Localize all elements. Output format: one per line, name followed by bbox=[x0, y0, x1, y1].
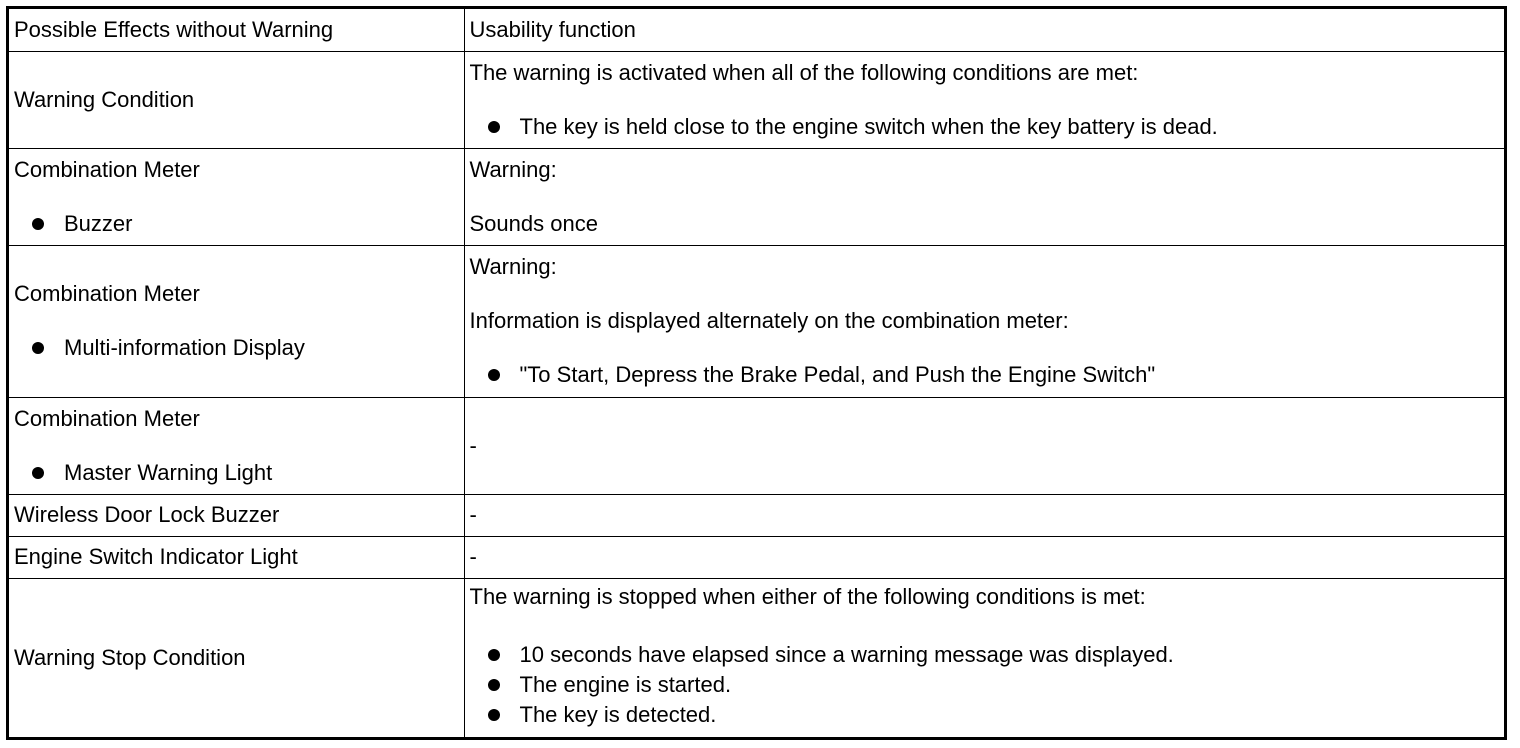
bullet-text: The key is detected. bbox=[519, 701, 717, 727]
bullet-item bbox=[14, 335, 464, 361]
bullet-icon bbox=[32, 467, 44, 479]
bullet-item bbox=[470, 642, 1505, 668]
row-value: - bbox=[464, 494, 1504, 536]
bullet-icon bbox=[32, 218, 44, 230]
bullet-icon bbox=[488, 679, 500, 691]
bullet-icon bbox=[488, 121, 500, 133]
table-row bbox=[9, 536, 1504, 578]
bullet-item bbox=[470, 672, 1505, 698]
row-label: Warning Stop Condition bbox=[9, 578, 464, 737]
bullet-icon bbox=[488, 369, 500, 381]
row-label: Warning Condition bbox=[9, 51, 464, 148]
bullet-text: "To Start, Depress the Brake Pedal, and Push the Engine Switch" bbox=[519, 362, 1156, 387]
table-row bbox=[9, 51, 1504, 148]
bullet-text: Multi-information Display bbox=[64, 335, 305, 360]
value-line: Information is displayed alternately on the combination meter: bbox=[469, 308, 1069, 333]
bullet-item bbox=[14, 460, 464, 486]
warning-spec-table bbox=[9, 9, 1504, 737]
bullet-item bbox=[14, 211, 464, 237]
bullet-text: The engine is started. bbox=[519, 671, 732, 697]
row-label bbox=[9, 245, 464, 397]
table-row bbox=[9, 9, 1504, 51]
row-label-text: Combination Meter bbox=[14, 156, 200, 182]
row-value bbox=[464, 245, 1504, 397]
value-line: Warning: bbox=[469, 156, 557, 182]
bullet-text: Master Warning Light bbox=[64, 459, 273, 485]
row-label-text: Combination Meter bbox=[14, 405, 200, 431]
condition-intro: The warning is activated when all of the following conditions are met: bbox=[469, 59, 1139, 85]
bullet-item bbox=[470, 702, 1505, 728]
row-label bbox=[9, 397, 464, 494]
warning-spec-table-frame bbox=[6, 6, 1507, 740]
table-row bbox=[9, 578, 1504, 737]
row-value bbox=[464, 51, 1504, 148]
table-row bbox=[9, 397, 1504, 494]
bullet-icon bbox=[32, 342, 44, 354]
value-line: Sounds once bbox=[469, 210, 598, 236]
row-label: Possible Effects without Warning bbox=[9, 9, 464, 51]
value-line: Warning: bbox=[469, 254, 557, 279]
bullet-item bbox=[470, 114, 1505, 140]
bullet-icon bbox=[488, 709, 500, 721]
table-row bbox=[9, 148, 1504, 245]
row-label: Engine Switch Indicator Light bbox=[9, 536, 464, 578]
row-label-text: Combination Meter bbox=[14, 281, 200, 306]
table-row bbox=[9, 494, 1504, 536]
bullet-item bbox=[470, 362, 1505, 388]
bullet-text: 10 seconds have elapsed since a warning message was displayed. bbox=[519, 641, 1174, 667]
bullet-text: The key is held close to the engine switch when the key battery is dead. bbox=[519, 113, 1218, 139]
bullet-text: Buzzer bbox=[64, 210, 133, 236]
row-value: - bbox=[464, 536, 1504, 578]
row-label bbox=[9, 148, 464, 245]
condition-intro: The warning is stopped when either of the following conditions is met: bbox=[469, 583, 1146, 609]
bullet-icon bbox=[488, 649, 500, 661]
row-value bbox=[464, 578, 1504, 737]
row-value: Usability function bbox=[464, 9, 1504, 51]
row-value: - bbox=[464, 397, 1504, 494]
row-label: Wireless Door Lock Buzzer bbox=[9, 494, 464, 536]
row-value bbox=[464, 148, 1504, 245]
table-row bbox=[9, 245, 1504, 397]
